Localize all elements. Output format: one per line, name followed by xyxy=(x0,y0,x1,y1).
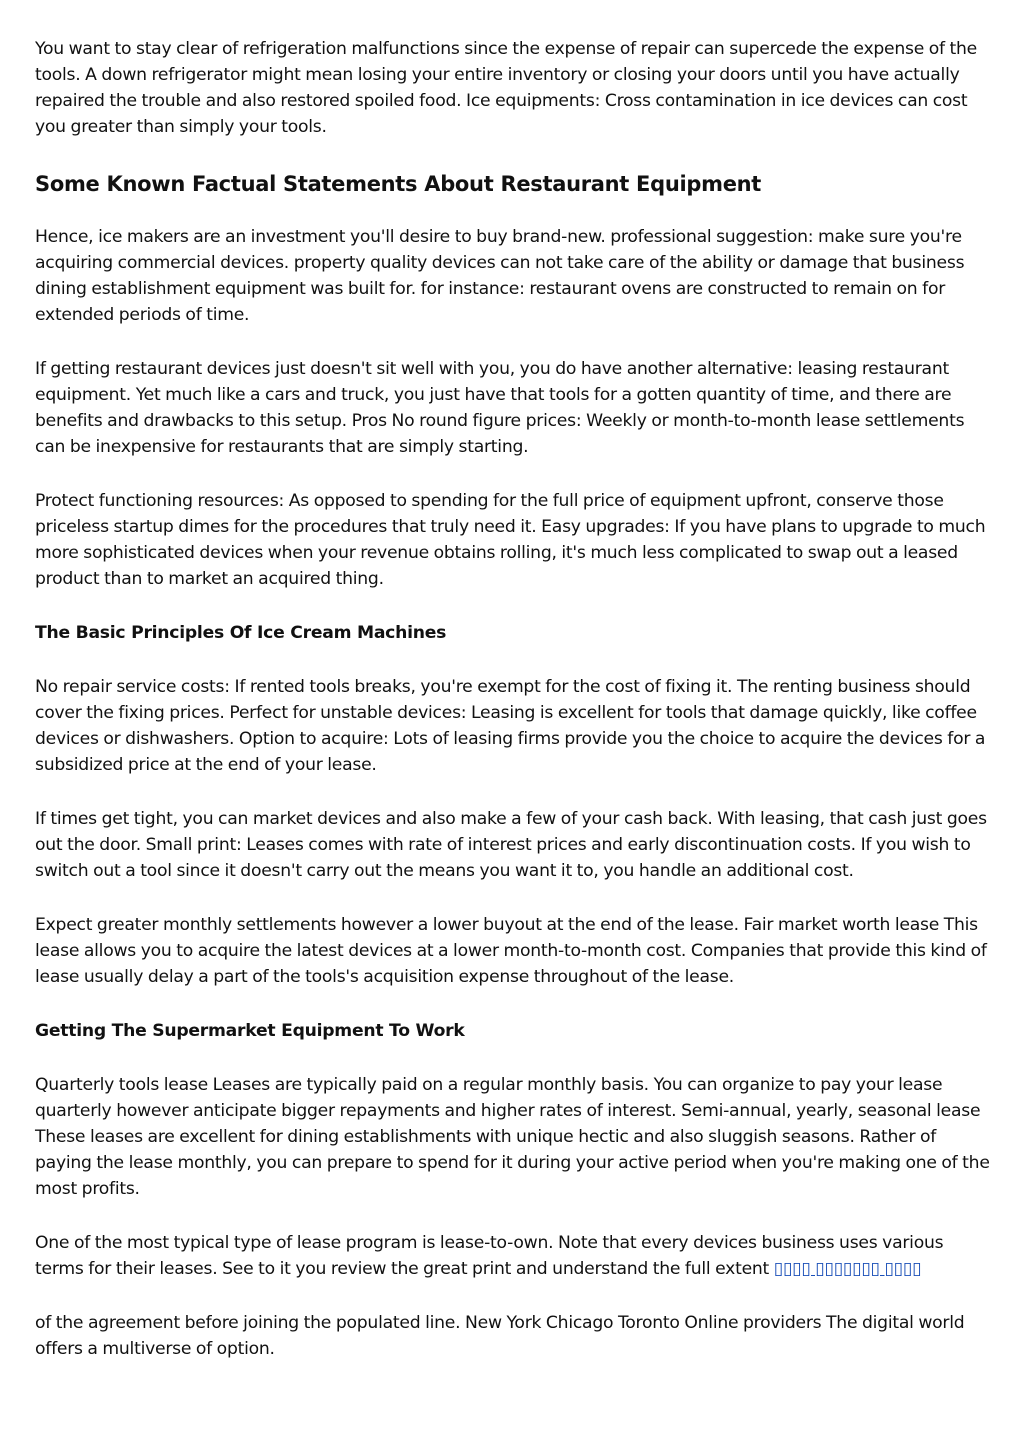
paragraph: Protect functioning resources: As opposed to spending for the full price of equipment upfront, conserve those priceless startup dimes for the procedures that truly need it. Easy upgrades: If you have plans to upgrade to much more sophisticated devices when your revenue obtains rolling, it's much less complicated to swap out a leased product than to market an acquired thing. xyxy=(35,491,986,589)
paragraph: If getting restaurant devices just doesn't sit well with you, you do have another alternative: leasing restaurant equipment. Yet much like a cars and truck, you just have that tools for a gotten quantity of time, and there are benefits and drawbacks to this setup. Pros No round figure prices: Weekly or month-to-month lease settlements can be inexpensive for restaurants that are simply starting. xyxy=(35,359,965,457)
subsection-heading: Getting The Supermarket Equipment To Work xyxy=(35,1021,465,1041)
paragraph: of the agreement before joining the populated line. New York Chicago Toronto Online providers The digital world offers a multiverse of option. xyxy=(35,1313,965,1359)
paragraph: Expect greater monthly settlements however a lower buyout at the end of the lease. Fair market worth lease This lease allows you to acquire the latest devices at a lower month-to-month cost. Companies that provide this kind of lease usually delay a part of the tools's acquisition expense throughout of the lease. xyxy=(35,915,987,987)
paragraph xyxy=(35,1230,990,1282)
paragraph: Quarterly tools lease Leases are typically paid on a regular monthly basis. You can organize to pay your lease quarterly however anticipate bigger repayments and higher rates of interest. Semi-annual, yearly, seasonal lease These leases are excellent for dining establishments with unique hectic and also sluggish seasons. Rather of paying the lease monthly, you can prepare to spend for it during your active period when you're making one of the most profits. xyxy=(35,1075,990,1199)
paragraph: You want to stay clear of refrigeration malfunctions since the expense of repair can supercede the expense of the tools. A down refrigerator might mean losing your entire inventory or closing your doors until you have actually repaired the trouble and also restored spoiled food. Ice equipments: Cross contamination in ice devices can cost you greater than simply your tools. xyxy=(35,39,977,137)
paragraph: Hence, ice makers are an investment you'll desire to buy brand-new. professional suggestion: make sure you're acquiring commercial devices. property quality devices can not take care of the ability or damage that business dining establishment equipment was built for. for instance: restaurant ovens are constructed to remain on for extended periods of time. xyxy=(35,227,965,325)
subsection-heading: The Basic Principles Of Ice Cream Machines xyxy=(35,623,447,643)
paragraph: No repair service costs: If rented tools breaks, you're exempt for the cost of fixing it. The renting business should cover the fixing prices. Perfect for unstable devices: Leasing is excellent for tools that damage quickly, like coffee devices or dishwashers. Option to acquire: Lots of leasing firms provide you the choice to acquire the devices for a subsidized price at the end of your lease. xyxy=(35,677,986,775)
paragraph-text: One of the most typical type of lease program is lease-to-own. Note that every devices business uses various terms for their leases. See to it you review the great print and understand the full extent xyxy=(35,1233,944,1279)
inline-link[interactable]: ▯▯▯▯ ▯▯▯▯▯▯▯ ▯▯▯▯ xyxy=(773,1259,922,1279)
paragraph: If times get tight, you can market devices and also make a few of your cash back. With leasing, that cash just goes out the door. Small print: Leases comes with rate of interest prices and early discontinuation costs. If you wish to switch out a tool since it doesn't carry out the means you want it to, you handle an additional cost. xyxy=(35,809,987,881)
section-heading: Some Known Factual Statements About Restaurant Equipment xyxy=(35,172,762,196)
article xyxy=(35,36,990,1362)
